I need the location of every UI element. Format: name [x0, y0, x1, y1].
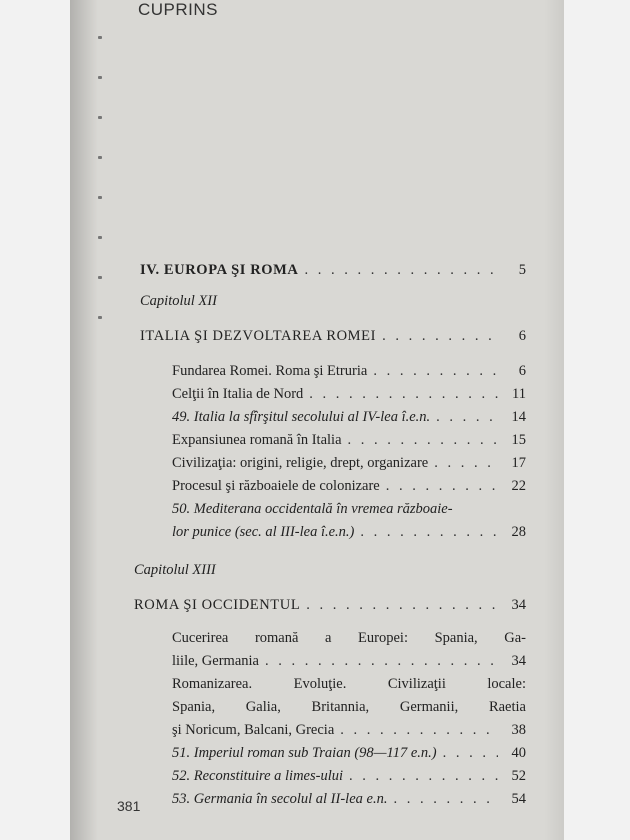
toc-entry[interactable] — [172, 478, 526, 495]
entry-title: Celţii în Italia de Nord — [172, 386, 304, 402]
page-number: 11 — [512, 386, 526, 402]
leader-dots — [306, 597, 498, 614]
page-number: 14 — [511, 409, 526, 425]
entry-title: 49. Italia la sfîrşitul secolului al IV-lea î.e.n. — [172, 409, 431, 425]
toc-entry[interactable] — [172, 722, 526, 739]
entry-title-line2: lor punice (sec. al III-lea î.e.n.) — [172, 524, 355, 540]
toc-entry[interactable] — [172, 409, 526, 426]
page-number: 22 — [511, 478, 526, 494]
leader-dots — [443, 745, 498, 762]
entry-title-line2: liile, Germania — [172, 653, 259, 669]
leader-dots — [340, 722, 498, 739]
toc-chapter[interactable] — [140, 328, 526, 345]
entry-title-line1[interactable]: Romanizarea. Evoluţie. Civilizaţii locale: — [172, 676, 526, 692]
leader-dots — [373, 363, 498, 380]
toc-part[interactable] — [140, 262, 526, 279]
page-number: 28 — [511, 524, 526, 540]
page-number: 34 — [511, 653, 526, 669]
page-number: 54 — [511, 791, 526, 807]
chapter-label: Capitolul XII — [140, 293, 217, 309]
toc-entry[interactable] — [172, 363, 526, 380]
page-number: 52 — [511, 768, 526, 784]
leader-dots — [393, 791, 498, 808]
chapter-title: ITALIA ŞI DEZVOLTAREA ROMEI — [140, 328, 377, 344]
toc-entry[interactable] — [172, 455, 526, 472]
toc-entry[interactable] — [172, 745, 526, 762]
page-number: 40 — [511, 745, 526, 761]
toc-chapter[interactable] — [134, 597, 526, 614]
toc-entry[interactable] — [172, 524, 526, 541]
entry-title-line1[interactable]: 50. Mediterana occidentală în vremea războaie- — [172, 501, 453, 517]
entry-title: 51. Imperiul roman sub Traian (98—117 e.n.) — [172, 745, 437, 761]
toc-entry[interactable] — [172, 432, 526, 449]
page-number: 34 — [511, 597, 526, 613]
chapter-title: ROMA ŞI OCCIDENTUL — [134, 597, 301, 613]
leader-dots — [386, 478, 498, 495]
page-number: 6 — [518, 328, 526, 344]
toc-entry[interactable] — [172, 386, 526, 403]
entry-title: 53. Germania în secolul al II-lea e.n. — [172, 791, 388, 807]
entry-title-line1[interactable]: Cucerirea romană a Europei: Spania, Ga- — [172, 630, 526, 646]
toc-entry[interactable] — [172, 791, 526, 808]
entry-title: Expansiunea romană în Italia — [172, 432, 342, 448]
leader-dots — [360, 524, 498, 541]
leader-dots — [349, 768, 498, 785]
entry-title-line2[interactable]: Spania, Galia, Britannia, Germanii, Raetia — [172, 699, 526, 715]
entry-title: 52. Reconstituire a limes-ului — [172, 768, 344, 784]
entry-title: Procesul şi războaiele de colonizare — [172, 478, 380, 494]
page-number: 5 — [518, 262, 526, 278]
leader-dots — [434, 455, 498, 472]
leader-dots — [309, 386, 498, 403]
leader-dots — [265, 653, 498, 670]
entry-title: Civilizaţia: origini, religie, drept, organizare — [172, 455, 429, 471]
entry-title: Fundarea Romei. Roma şi Etruria — [172, 363, 368, 379]
page-number: 17 — [511, 455, 526, 471]
page-footer-number: 381 — [117, 798, 141, 814]
page-number: 38 — [511, 722, 526, 738]
part-title: IV. EUROPA ŞI ROMA — [140, 262, 299, 278]
leader-dots — [348, 432, 498, 449]
leader-dots — [305, 262, 498, 279]
page-header: CUPRINS — [138, 0, 219, 19]
toc-entry[interactable] — [172, 768, 526, 785]
leader-dots — [382, 328, 498, 345]
page-number: 6 — [518, 363, 526, 379]
page-number: 15 — [511, 432, 526, 448]
entry-title-line3: şi Noricum, Balcani, Grecia — [172, 722, 335, 738]
toc-entry[interactable] — [172, 653, 526, 670]
chapter-label: Capitolul XIII — [134, 562, 216, 578]
leader-dots — [436, 409, 498, 426]
